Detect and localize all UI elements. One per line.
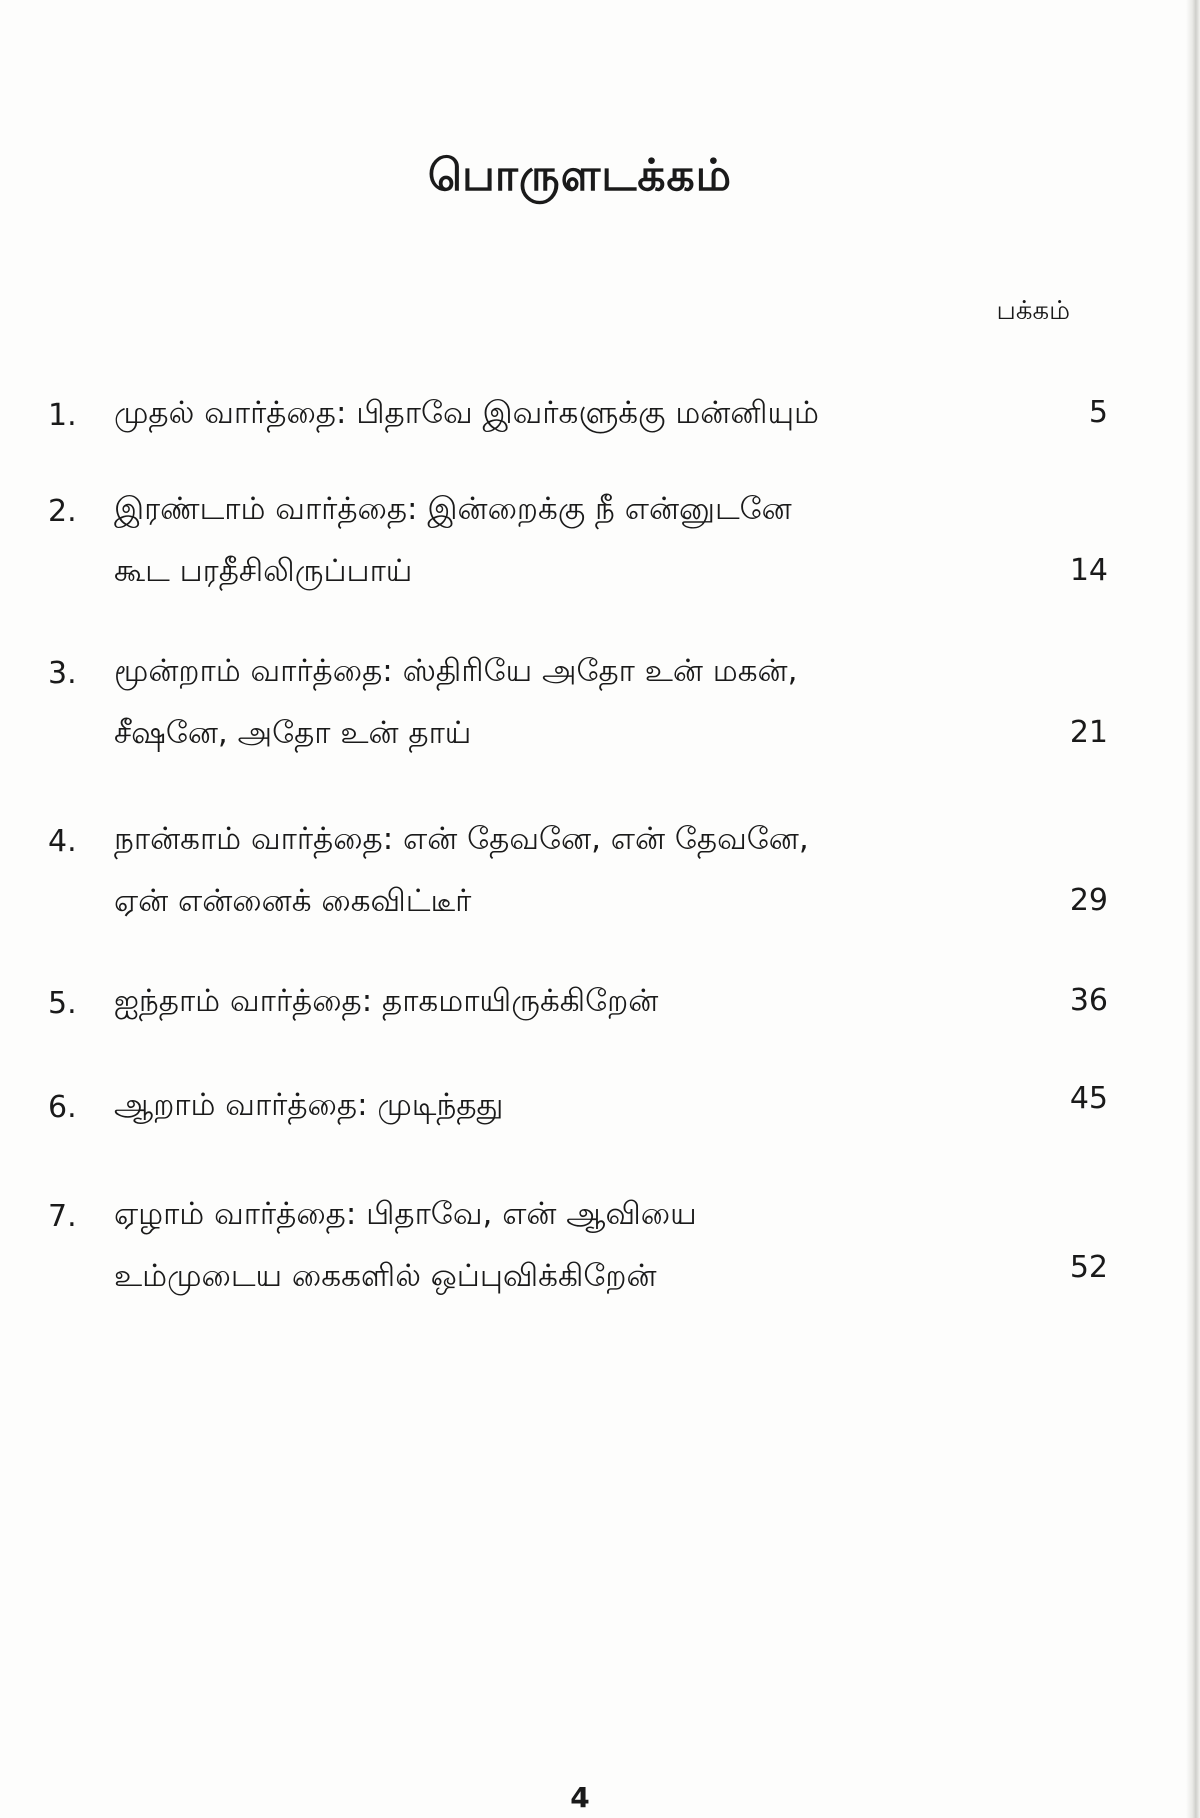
toc-entry-number: 3. <box>48 656 77 691</box>
toc-entry-title <box>114 970 994 1032</box>
toc-entry-title <box>114 1183 994 1307</box>
toc-entry-line: முதல் வார்த்தை: பிதாவே இவர்களுக்கு மன்னியும் <box>114 395 819 431</box>
toc-entry-title <box>114 808 994 932</box>
toc-entry-number: 1. <box>48 398 77 433</box>
toc-entry-number: 6. <box>48 1090 77 1125</box>
toc-entry-line: மூன்றாம் வார்த்தை: ஸ்திரியே அதோ உன் மகன், <box>114 653 798 689</box>
toc-entry-page: 29 <box>1069 883 1108 918</box>
toc-entry-line: ஆறாம் வார்த்தை: முடிந்தது <box>114 1087 504 1123</box>
toc-entry-title <box>114 640 994 764</box>
toc-entry-number: 7. <box>48 1199 77 1234</box>
toc-entry-page: 14 <box>1069 553 1108 588</box>
toc-entry-line: உம்முடைய கைகளில் ஒப்புவிக்கிறேன் <box>114 1258 657 1294</box>
toc-entry-line: ஐந்தாம் வார்த்தை: தாகமாயிருக்கிறேன் <box>114 983 659 1019</box>
toc-entry-page: 45 <box>1069 1081 1108 1116</box>
toc-entry-page: 21 <box>1069 715 1108 750</box>
toc-entry-line: இரண்டாம் வார்த்தை: இன்றைக்கு நீ என்னுடனே <box>114 491 792 527</box>
toc-entry-line: சீஷனே, அதோ உன் தாய் <box>114 715 472 751</box>
toc-entry-page: 36 <box>1069 983 1108 1018</box>
toc-entry-number: 5. <box>48 986 77 1021</box>
page-title: பொருளடக்கம் <box>427 150 733 201</box>
toc-entry-page: 52 <box>1069 1250 1108 1285</box>
toc-entry-page: 5 <box>1088 395 1108 430</box>
page-column-header: பக்கம் <box>996 296 1070 326</box>
toc-entry-line: நான்காம் வார்த்தை: என் தேவனே, என் தேவனே, <box>114 821 809 857</box>
toc-entry-line: ஏன் என்னைக் கைவிட்டீர் <box>114 883 472 919</box>
toc-entry-number: 4. <box>48 824 77 859</box>
toc-entry-line: ஏழாம் வார்த்தை: பிதாவே, என் ஆவியை <box>114 1196 697 1232</box>
toc-entry-title <box>114 478 994 602</box>
toc-entry-number: 2. <box>48 494 77 529</box>
toc-entry-title <box>114 382 994 444</box>
toc-entry-title <box>114 1074 994 1136</box>
page-number: 4 <box>570 1781 590 1814</box>
toc-entry-line: கூட பரதீசிலிருப்பாய் <box>114 553 413 589</box>
